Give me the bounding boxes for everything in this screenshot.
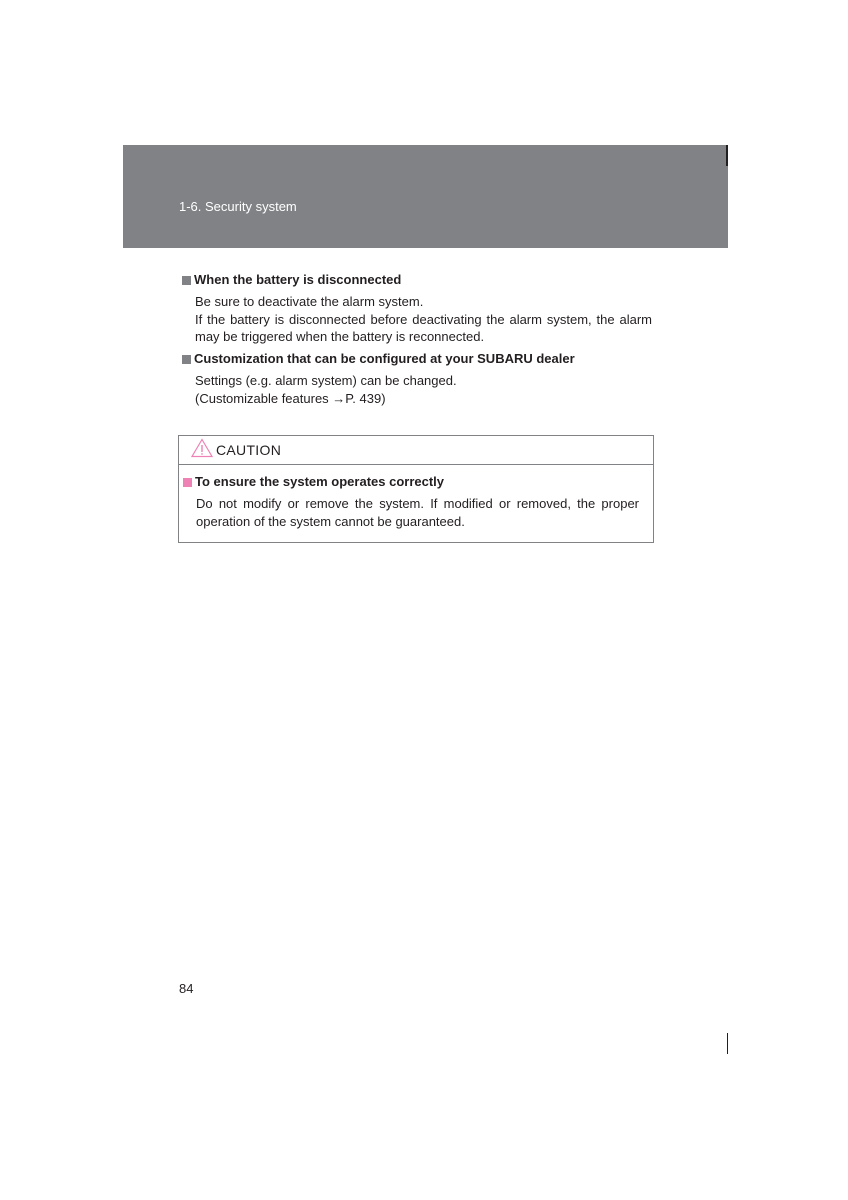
heading-text: When the battery is disconnected [194,272,402,287]
crop-mark [726,145,728,166]
section-body [195,372,652,407]
caution-content [183,473,650,530]
section-header-band [123,145,728,248]
caution-heading [183,473,650,491]
paragraph: Do not modify or remove the system. If modified or removed, the proper operation of the system cannot be guaranteed. [196,496,639,529]
caution-box [178,435,654,543]
paragraph: Settings (e.g. alarm system) can be changed. [195,373,457,388]
caution-label: CAUTION [216,442,282,458]
heading-text: To ensure the system operates correctly [195,474,445,489]
section-title: 1-6. Security system [179,199,297,214]
section-customization [182,350,652,407]
section-battery-disconnected [182,271,652,346]
warning-triangle-icon [191,438,213,463]
page-number: 84 [179,981,194,996]
crop-mark [727,1033,728,1054]
square-bullet-icon [182,276,191,285]
section-heading [182,350,652,368]
paragraph: Be sure to deactivate the alarm system. [195,294,424,309]
square-bullet-icon [182,355,191,364]
caution-body [196,495,639,530]
section-heading [182,271,652,289]
paragraph: If the battery is disconnected before deactivating the alarm system, the alarm may be triggered when the battery is reconnected. [195,311,652,344]
section-body [195,293,652,346]
cross-reference: (Customizable features →P. 439) [195,390,386,406]
heading-text: Customization that can be configured at your SUBARU dealer [194,351,575,366]
caution-header [179,436,653,465]
square-bullet-icon [183,478,192,487]
